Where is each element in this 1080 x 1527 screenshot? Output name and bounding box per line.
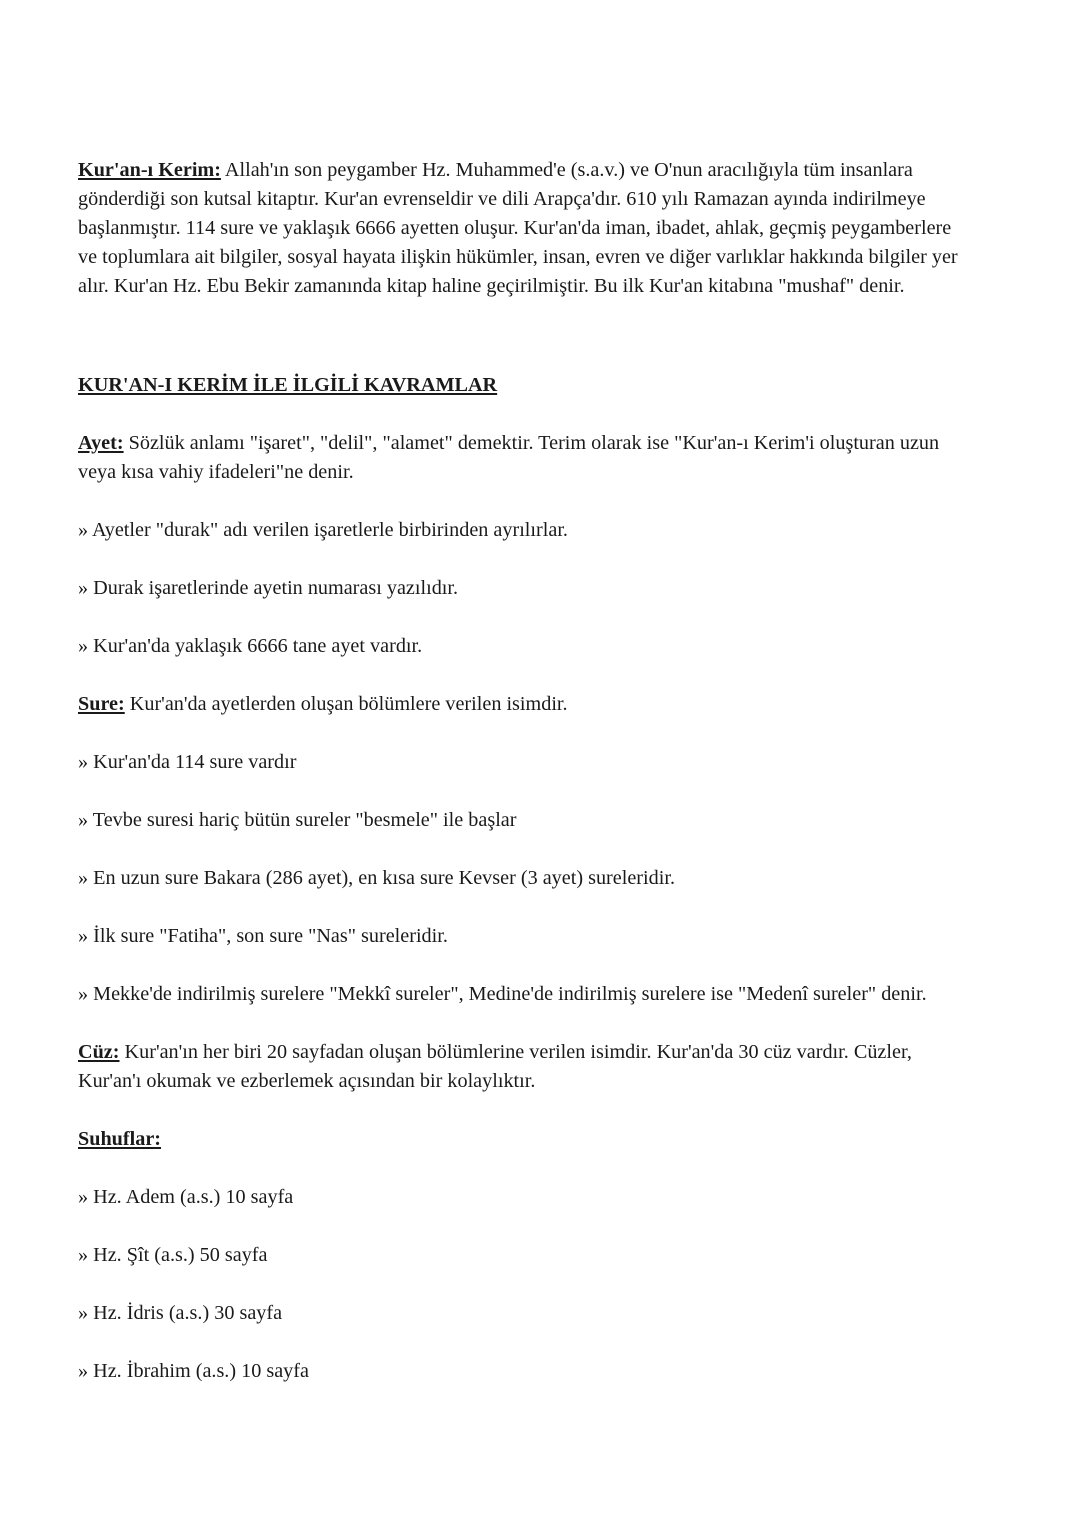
term-cuz: Cüz: — [78, 1041, 120, 1063]
cuz-text: Kur'an'ın her biri 20 sayfadan oluşan bölümlerine verilen isimdir. Kur'an'da 30 cüz vardır. Cüzler, Kur'an'ı okumak ve ezberlemek açısından bir kolaylıktır. — [78, 1041, 912, 1092]
sure-bullet: » İlk sure "Fatiha", son sure "Nas" sureleridir. — [78, 925, 448, 947]
ayet-bullet: » Ayetler "durak" adı verilen işaretlerle birbirinden ayrılırlar. — [78, 519, 568, 541]
section-heading: KUR'AN-I KERİM İLE İLGİLİ KAVRAMLAR — [78, 374, 498, 396]
suhuflar-bullet: » Hz. İbrahim (a.s.) 10 sayfa — [78, 1360, 309, 1382]
suhuflar-bullet: » Hz. Adem (a.s.) 10 sayfa — [78, 1186, 294, 1208]
term-ayet: Ayet: — [78, 432, 124, 454]
sure-text: Kur'an'da ayetlerden oluşan bölümlere verilen isimdir. — [124, 693, 568, 715]
intro-text: Allah'ın son peygamber Hz. Muhammed'e (s.a.v.) ve O'nun aracılığıyla tüm insanlara gönderdiği son kutsal kitaptır. Kur'an evrenseldir ve dili Arapça'dır. 610 yılı Ramazan ayında indirilmeye başlanmıştır. 114 sure ve yaklaşık 6666 ayetten oluşur. Kur'an'da iman, ibadet, ahlak, geçmiş peygamberlere ve toplumlara ait bilgiler, sosyal hayata ilişkin hükümler, insan, evren ve diğer varlıklar hakkında bilgiler yer alır. Kur'an Hz. Ebu Bekir zamanında kitap haline geçirilmiştir. Bu ilk Kur'an kitabına "mushaf" denir. — [78, 159, 958, 297]
sure-bullet: » Tevbe suresi hariç bütün sureler "besmele" ile başlar — [78, 809, 517, 831]
suhuflar-bullet: » Hz. İdris (a.s.) 30 sayfa — [78, 1302, 283, 1324]
ayet-definition — [78, 429, 958, 487]
ayet-bullet: » Kur'an'da yaklaşık 6666 tane ayet vardır. — [78, 635, 423, 657]
term-suhuflar: Suhuflar: — [78, 1128, 162, 1150]
sure-bullet: » Kur'an'da 114 sure vardır — [78, 751, 297, 773]
sure-bullet: » Mekke'de indirilmiş surelere "Mekkî sureler", Medine'de indirilmiş surelere ise "Medenî sureler" denir. — [78, 983, 927, 1005]
ayet-text: Sözlük anlamı "işaret", "delil", "alamet" demektir. Terim olarak ise "Kur'an-ı Kerim'i oluşturan uzun veya kısa vahiy ifadeleri"ne denir. — [78, 432, 940, 483]
ayet-bullet: » Durak işaretlerinde ayetin numarası yazılıdır. — [78, 577, 459, 599]
term-sure: Sure: — [78, 693, 125, 715]
sure-definition — [78, 690, 958, 719]
sure-bullet: » En uzun sure Bakara (286 ayet), en kısa sure Kevser (3 ayet) sureleridir. — [78, 867, 675, 889]
term-kuran-i-kerim: Kur'an-ı Kerim: — [78, 159, 221, 181]
cuz-definition — [78, 1038, 958, 1096]
intro-paragraph — [78, 156, 958, 301]
document-page — [78, 156, 958, 1386]
suhuflar-heading — [78, 1125, 958, 1154]
suhuflar-bullet: » Hz. Şît (a.s.) 50 sayfa — [78, 1244, 268, 1266]
